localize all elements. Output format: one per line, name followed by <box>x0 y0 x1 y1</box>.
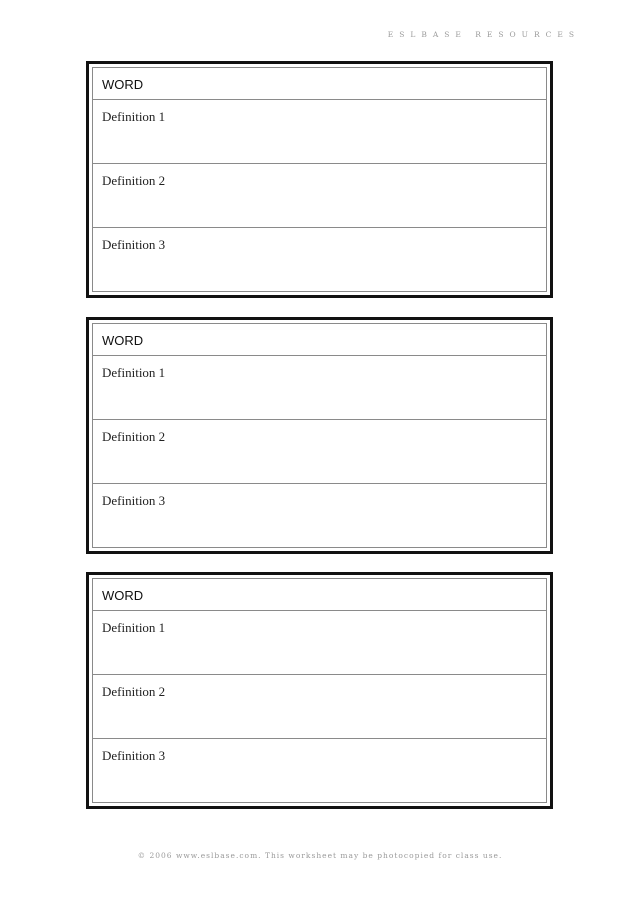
card-word: WORD <box>93 68 546 100</box>
card-definition-3: Definition 3 <box>102 237 166 252</box>
card-definition-1: Definition 1 <box>93 611 546 675</box>
card-definition-2: Definition 2 <box>93 164 546 228</box>
card-inner <box>92 67 547 292</box>
card-inner <box>92 323 547 548</box>
vocabulary-card-3 <box>86 572 553 809</box>
footer-copyright: © 2006 www.eslbase.com. This worksheet may be photocopied for class use. <box>137 851 503 860</box>
card-word: WORD <box>93 324 546 356</box>
vocabulary-card-2 <box>86 317 553 554</box>
vocabulary-card-1 <box>86 61 553 298</box>
card-definition-2: Definition 2 <box>93 675 546 739</box>
card-definition-1: Definition 1 <box>93 356 546 420</box>
card-definition-2: Definition 2 <box>93 420 546 484</box>
card-definition-3: Definition 3 <box>102 748 166 763</box>
card-word: WORD <box>93 579 546 611</box>
card-inner <box>92 578 547 803</box>
card-definition-1: Definition 1 <box>93 100 546 164</box>
header-brand: ESLBASE RESOURCES <box>387 30 580 39</box>
card-definition-3: Definition 3 <box>102 493 166 508</box>
